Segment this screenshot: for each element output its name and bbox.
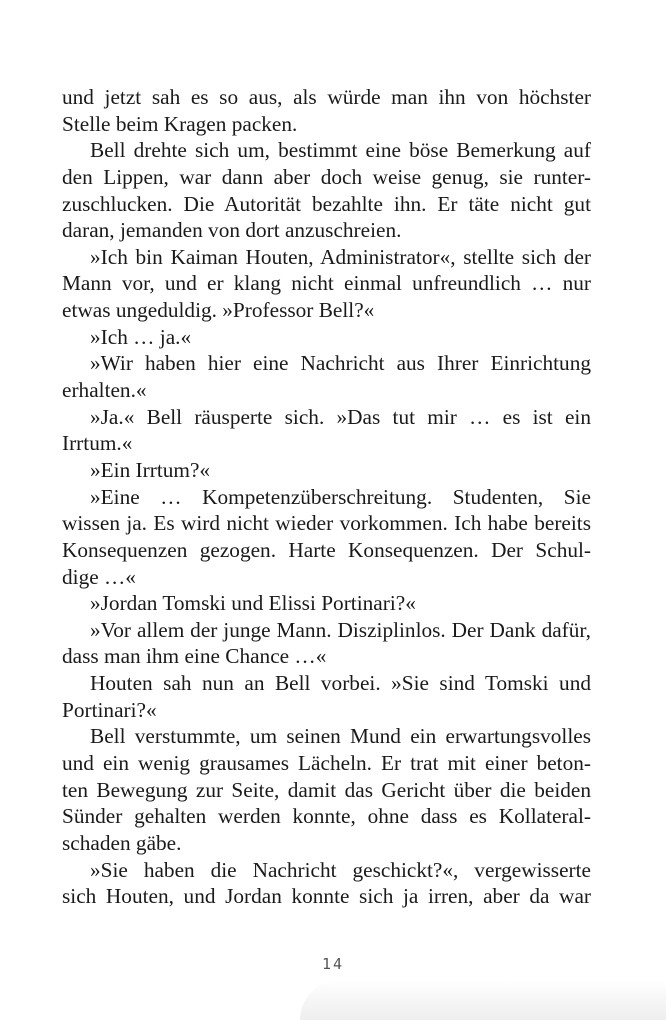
paragraph [62, 670, 591, 723]
paragraph [62, 404, 591, 457]
paragraph [62, 723, 591, 856]
text-line: sich Houten, und Jordan konnte sich ja irren, aber da war [62, 884, 591, 909]
text-line: daran, jemanden von dort anzuschreien. [62, 218, 402, 243]
text-line: »Wir haben hier eine Nachricht aus Ihrer Einrichtung [90, 351, 591, 376]
paragraph [62, 350, 591, 403]
text-line: etwas ungeduldig. »Professor Bell?« [62, 298, 375, 323]
text-line: Stelle beim Kragen packen. [62, 111, 298, 136]
text-line: Bell verstummte, um seinen Mund ein erwartungsvolles [90, 724, 591, 749]
paragraph [62, 84, 591, 137]
page-number: 14 [321, 955, 345, 973]
paragraph [62, 244, 591, 324]
text-line: den Lippen, war dann aber doch weise genug, sie runter- [62, 164, 591, 189]
text-line: »Ich bin Kaiman Houten, Administrator«, stellte sich der [90, 244, 591, 269]
text-line: Bell drehte sich um, bestimmt eine böse Bemerkung auf [90, 138, 591, 163]
text-line: Portinari?« [62, 697, 157, 722]
text-line: dass man ihm eine Chance …« [62, 644, 327, 669]
page-curl-shadow [300, 980, 666, 1020]
paragraph [62, 857, 591, 910]
body-text [62, 84, 591, 910]
text-line: und ein wenig grausames Lächeln. Er trat mit einer beton- [62, 751, 591, 776]
text-line: schaden gäbe. [62, 830, 182, 855]
paragraph [62, 457, 591, 484]
paragraph [62, 324, 591, 351]
text-line: Sünder gehalten werden konnte, ohne dass es Kollateral- [62, 804, 591, 829]
paragraph [62, 137, 591, 244]
text-line: »Ich … ja.« [90, 324, 192, 349]
text-line: »Ein Irrtum?« [90, 457, 211, 482]
text-line: »Vor allem der junge Mann. Disziplinlos. Der Dank dafür, [90, 617, 591, 642]
text-line: und jetzt sah es so aus, als würde man ihn von höchster [62, 85, 591, 109]
text-line: »Eine … Kompetenzüberschreitung. Studenten, Sie [90, 484, 591, 509]
text-line: dige …« [62, 564, 136, 589]
text-line: erhalten.« [62, 378, 147, 403]
paragraph [62, 590, 591, 617]
paragraph [62, 484, 591, 591]
text-line: Mann vor, und er klang nicht einmal unfreundlich … nur [62, 271, 591, 296]
text-line: »Sie haben die Nachricht geschickt?«, vergewisserte [90, 857, 591, 882]
text-line: ten Bewegung zur Seite, damit das Gericht über die beiden [62, 777, 591, 802]
text-line: zuschlucken. Die Autorität bezahlte ihn. Er täte nicht gut [62, 191, 591, 216]
text-line: »Ja.« Bell räusperte sich. »Das tut mir … es ist ein [90, 404, 591, 429]
text-line: »Jordan Tomski und Elissi Portinari?« [90, 591, 416, 616]
text-line: Konsequenzen gezogen. Harte Konsequenzen. Der Schul- [62, 537, 591, 562]
text-line: Irrtum.« [62, 431, 133, 456]
paragraph [62, 617, 591, 670]
text-line: wissen ja. Es wird nicht wieder vorkommen. Ich habe bereits [62, 511, 591, 536]
text-line: Houten sah nun an Bell vorbei. »Sie sind Tomski und [90, 671, 591, 696]
